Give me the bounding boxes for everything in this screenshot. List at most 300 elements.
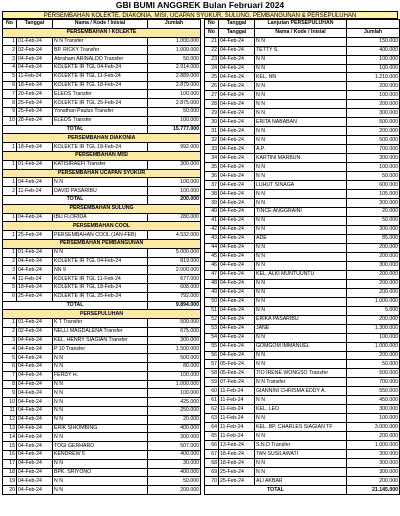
table-row bbox=[3, 90, 201, 99]
row-name: N N bbox=[255, 351, 347, 360]
row-amount: 100.000 bbox=[148, 371, 201, 380]
table-row bbox=[3, 442, 201, 451]
row-number: 10 bbox=[3, 398, 17, 407]
row-date: 04-Feb-24 bbox=[17, 336, 53, 345]
table-row bbox=[205, 208, 400, 217]
row-name: N N bbox=[255, 163, 347, 172]
row-date: 04-Feb-24 bbox=[17, 63, 53, 72]
row-number: 1 bbox=[3, 213, 17, 222]
row-date: 04-Feb-24 bbox=[219, 91, 255, 100]
row-amount: 50.000 bbox=[148, 107, 201, 116]
row-name: Abraham ARINALDO Transfer bbox=[53, 55, 148, 64]
table-row bbox=[205, 100, 400, 109]
row-number: 22 bbox=[205, 46, 219, 55]
row-date: 11-Feb-24 bbox=[219, 432, 255, 441]
table-row bbox=[3, 345, 201, 354]
row-name: N N bbox=[53, 459, 148, 468]
header-blank bbox=[347, 20, 400, 29]
row-name: KATISIRAEFI Transfer bbox=[53, 160, 148, 169]
row-number: 15 bbox=[3, 442, 17, 451]
row-number: 6 bbox=[3, 292, 17, 301]
table-row bbox=[205, 297, 400, 306]
section-header bbox=[3, 169, 201, 178]
row-date: 04-Feb-24 bbox=[219, 190, 255, 199]
row-date: 04-Feb-24 bbox=[219, 252, 255, 261]
table-row bbox=[3, 380, 201, 389]
row-name: KOLEKTE IR TGL 18-Feb-24 bbox=[53, 283, 148, 292]
table-row bbox=[205, 82, 400, 91]
row-name: N N bbox=[255, 190, 347, 199]
row-amount: 1.210.000 bbox=[347, 73, 400, 82]
table-row bbox=[205, 118, 400, 127]
row-name: N N bbox=[255, 100, 347, 109]
row-date: 04-Feb-24 bbox=[219, 109, 255, 118]
table-row bbox=[3, 398, 201, 407]
row-date: 11-Feb-24 bbox=[219, 414, 255, 423]
table-row bbox=[3, 37, 201, 46]
row-amount: 300.000 bbox=[347, 459, 400, 468]
row-amount: 608.000 bbox=[148, 283, 201, 292]
row-number: 6 bbox=[3, 363, 17, 372]
row-amount: 50.000 bbox=[347, 360, 400, 369]
table-row bbox=[3, 46, 201, 55]
row-date: 04-Feb-24 bbox=[219, 324, 255, 333]
row-amount: 200.000 bbox=[347, 279, 400, 288]
table-row bbox=[205, 324, 400, 333]
row-number: 1 bbox=[3, 143, 17, 152]
row-number: 7 bbox=[3, 90, 17, 99]
row-amount: 200.000 bbox=[347, 288, 400, 297]
table-row bbox=[3, 275, 201, 284]
row-amount: 1.500.000 bbox=[148, 345, 201, 354]
row-amount: 200.000 bbox=[347, 315, 400, 324]
table-row bbox=[3, 424, 201, 433]
row-date: 04-Feb-24 bbox=[219, 351, 255, 360]
row-number: 8 bbox=[3, 380, 17, 389]
row-number: 42 bbox=[205, 225, 219, 234]
total-amount: 9.894.000 bbox=[148, 301, 201, 310]
row-amount: 200.000 bbox=[347, 100, 400, 109]
table-row bbox=[205, 333, 400, 342]
row-number: 44 bbox=[205, 243, 219, 252]
row-name: KOLEKTE IR TGL 25-Feb-24 bbox=[53, 99, 148, 108]
row-number: 1 bbox=[3, 37, 17, 46]
table-row bbox=[205, 414, 400, 423]
header-nama: Nama / Kode / Inisial bbox=[255, 28, 347, 37]
row-number: 37 bbox=[205, 181, 219, 190]
row-number: 55 bbox=[205, 342, 219, 351]
table-row bbox=[205, 396, 400, 405]
row-date: 04-Feb-24 bbox=[17, 486, 53, 495]
row-number: 18 bbox=[3, 468, 17, 477]
row-number: 11 bbox=[3, 407, 17, 416]
row-number: 67 bbox=[205, 450, 219, 459]
row-date: 04-Feb-24 bbox=[17, 380, 53, 389]
row-date: 04-Feb-24 bbox=[17, 415, 53, 424]
total-label: TOTAL bbox=[3, 301, 148, 310]
row-date: 04-Feb-24 bbox=[17, 55, 53, 64]
header-no: No bbox=[205, 20, 219, 29]
row-date: 18-Feb-24 bbox=[17, 143, 53, 152]
row-date: 02-Feb-24 bbox=[17, 327, 53, 336]
right-table-body bbox=[205, 37, 400, 494]
row-amount: 507.000 bbox=[148, 442, 201, 451]
row-amount: 4.532.000 bbox=[148, 231, 201, 240]
row-name: KEL. LEO bbox=[255, 405, 347, 414]
row-name: BP. RICKY Transfer bbox=[53, 46, 148, 55]
row-name: TIO IRENE WONGSO Transfer bbox=[255, 369, 347, 378]
row-number: 60 bbox=[205, 387, 219, 396]
row-date: 04-Feb-24 bbox=[219, 64, 255, 73]
row-name: P 10 Transfer bbox=[53, 345, 148, 354]
row-amount: 300.000 bbox=[347, 199, 400, 208]
row-amount: 400.000 bbox=[148, 424, 201, 433]
section-title: PERSEMBAHAN PEMBANGUNAN bbox=[3, 239, 201, 248]
row-amount: 992.000 bbox=[148, 143, 201, 152]
section-title: PERSEPULUHAN bbox=[3, 310, 201, 319]
row-name: FERDY H. bbox=[53, 371, 148, 380]
row-amount: 700.000 bbox=[347, 378, 400, 387]
row-amount: 1.300.000 bbox=[347, 324, 400, 333]
row-name: N N bbox=[53, 380, 148, 389]
row-date: 04-Feb-24 bbox=[219, 199, 255, 208]
row-name: N N bbox=[53, 363, 148, 372]
row-number: 25 bbox=[205, 73, 219, 82]
row-name: N N bbox=[255, 333, 347, 342]
table-row bbox=[3, 354, 201, 363]
row-name: N N bbox=[255, 468, 347, 477]
section-title: PERSEMBAHAN COOL bbox=[3, 222, 201, 231]
row-date: 04-Feb-24 bbox=[17, 433, 53, 442]
row-number: 1 bbox=[3, 231, 17, 240]
row-name: N N bbox=[255, 261, 347, 270]
row-amount: 200.000 bbox=[347, 477, 400, 486]
row-name: ADE bbox=[255, 234, 347, 243]
row-date: 25-Feb-24 bbox=[219, 468, 255, 477]
row-amount: 300.000 bbox=[347, 261, 400, 270]
table-row bbox=[3, 477, 201, 486]
row-amount: 500.000 bbox=[347, 118, 400, 127]
row-date: 01-Feb-24 bbox=[17, 248, 53, 257]
row-date: 04-Feb-24 bbox=[219, 163, 255, 172]
row-date: 04-Feb-24 bbox=[219, 118, 255, 127]
total-row bbox=[205, 486, 400, 495]
row-name: N N Transfer bbox=[53, 37, 148, 46]
row-date: 04-Feb-24 bbox=[219, 225, 255, 234]
row-number: 9 bbox=[3, 389, 17, 398]
table-row bbox=[205, 136, 400, 145]
header-nama: Nama / Kode / Inisial bbox=[53, 20, 148, 29]
row-number: 17 bbox=[3, 459, 17, 468]
row-name: KEL. BP. CHARLES SIAGIAN TF bbox=[255, 423, 347, 432]
row-date: 04-Feb-24 bbox=[219, 46, 255, 55]
total-amount: 21.145.000 bbox=[347, 486, 400, 495]
row-amount: 3.000.000 bbox=[347, 423, 400, 432]
row-name: K T Transfer bbox=[53, 319, 148, 328]
row-number: 69 bbox=[205, 468, 219, 477]
row-name: KOLEKTE IR TGL 04-Feb-24 bbox=[53, 257, 148, 266]
row-date: 04-Feb-24 bbox=[219, 333, 255, 342]
row-date: 04-Feb-24 bbox=[219, 181, 255, 190]
row-name: N N bbox=[255, 279, 347, 288]
row-number: 53 bbox=[205, 324, 219, 333]
row-amount: 2.875.000 bbox=[148, 99, 201, 108]
table-row bbox=[205, 127, 400, 136]
row-number: 4 bbox=[3, 63, 17, 72]
row-number: 29 bbox=[205, 109, 219, 118]
row-date: 11-Feb-24 bbox=[219, 387, 255, 396]
row-name: KENDREW 5 bbox=[53, 451, 148, 460]
row-name: ALI AKBAR bbox=[255, 477, 347, 486]
row-amount: 5.000 bbox=[347, 306, 400, 315]
table-row bbox=[3, 231, 201, 240]
total-label: TOTAL bbox=[3, 125, 148, 134]
row-date: 01-Feb-24 bbox=[17, 37, 53, 46]
row-name: N N bbox=[255, 459, 347, 468]
row-amount: 300.000 bbox=[347, 109, 400, 118]
table-row bbox=[3, 336, 201, 345]
table-row bbox=[205, 225, 400, 234]
row-name: KOLEKTE IR TGL 25-Feb-24 bbox=[53, 292, 148, 301]
table-row bbox=[3, 433, 201, 442]
row-amount: 300.000 bbox=[148, 336, 201, 345]
table-row bbox=[205, 64, 400, 73]
row-amount: 1.000.000 bbox=[347, 441, 400, 450]
row-name: KOLEKTE IR TGL 04-Feb-24 bbox=[53, 63, 148, 72]
row-amount: 300.000 bbox=[347, 405, 400, 414]
table-row bbox=[205, 234, 400, 243]
row-date: 04-Feb-24 bbox=[17, 266, 53, 275]
row-name: KEL. HENRY SIAGIAN Transfer bbox=[53, 336, 148, 345]
row-number: 26 bbox=[205, 82, 219, 91]
table-row bbox=[3, 55, 201, 64]
row-amount: 85.000 bbox=[347, 234, 400, 243]
row-number: 62 bbox=[205, 405, 219, 414]
row-name: N N bbox=[53, 477, 148, 486]
row-date: 11-Feb-24 bbox=[17, 187, 53, 196]
row-number: 36 bbox=[205, 172, 219, 181]
table-row bbox=[205, 55, 400, 64]
table-row bbox=[3, 407, 201, 416]
row-amount: 450.000 bbox=[347, 396, 400, 405]
row-number: 13 bbox=[3, 424, 17, 433]
row-number: 16 bbox=[3, 451, 17, 460]
row-number: 7 bbox=[3, 371, 17, 380]
row-amount: 200.000 bbox=[148, 486, 201, 495]
row-name: KOLEKTE IR TGL 11-Feb-24 bbox=[53, 275, 148, 284]
row-amount: 100.000 bbox=[347, 163, 400, 172]
row-number: 59 bbox=[205, 378, 219, 387]
row-name: Yonathan Paulus Transfer bbox=[53, 107, 148, 116]
row-date: 04-Feb-24 bbox=[17, 354, 53, 363]
table-row bbox=[205, 199, 400, 208]
row-name: KEL. NN bbox=[255, 73, 347, 82]
header-tanggal: Tanggal bbox=[219, 20, 255, 29]
row-name: LUHUT SINAGA bbox=[255, 181, 347, 190]
row-number: 2 bbox=[3, 257, 17, 266]
row-date: 04-Feb-24 bbox=[219, 297, 255, 306]
row-date: 04-Feb-24 bbox=[17, 477, 53, 486]
row-amount: 300.000 bbox=[148, 433, 201, 442]
row-name: N N bbox=[255, 225, 347, 234]
table-row bbox=[205, 37, 400, 46]
row-date: 25-Feb-24 bbox=[17, 99, 53, 108]
row-number: 66 bbox=[205, 441, 219, 450]
row-date: 13-Feb-24 bbox=[219, 441, 255, 450]
row-date: 25-Feb-24 bbox=[219, 477, 255, 486]
table-row bbox=[205, 243, 400, 252]
row-date: 11-Feb-24 bbox=[17, 72, 53, 81]
row-number: 30 bbox=[205, 118, 219, 127]
table-row bbox=[3, 451, 201, 460]
row-name: ERIK SIHOMBING bbox=[53, 424, 148, 433]
row-name: N N bbox=[255, 396, 347, 405]
row-number: 1 bbox=[3, 319, 17, 328]
table-row bbox=[3, 363, 201, 372]
row-date: 04-Feb-24 bbox=[219, 306, 255, 315]
row-name: N N bbox=[255, 297, 347, 306]
table-row bbox=[205, 387, 400, 396]
row-date: 04-Feb-24 bbox=[219, 82, 255, 91]
table-row bbox=[205, 91, 400, 100]
row-date: 04-Feb-24 bbox=[219, 315, 255, 324]
row-number: 48 bbox=[205, 279, 219, 288]
section-title: PERSEMBAHAN SULUNG bbox=[3, 204, 201, 213]
row-name: N N bbox=[255, 172, 347, 181]
section-header bbox=[3, 28, 201, 37]
row-name: N N bbox=[255, 109, 347, 118]
row-date: 05-Feb-24 bbox=[219, 369, 255, 378]
table-row bbox=[3, 143, 201, 152]
table-row bbox=[205, 360, 400, 369]
row-number: 45 bbox=[205, 252, 219, 261]
row-amount: 300.000 bbox=[148, 160, 201, 169]
row-number: 65 bbox=[205, 432, 219, 441]
section-header bbox=[3, 239, 201, 248]
header-no: No bbox=[205, 28, 219, 37]
row-number: 19 bbox=[3, 477, 17, 486]
row-amount: 100.000 bbox=[347, 414, 400, 423]
row-date: 01-Feb-24 bbox=[17, 160, 53, 169]
row-date: 20-Feb-24 bbox=[17, 90, 53, 99]
row-name: N N bbox=[255, 288, 347, 297]
row-name: N N bbox=[53, 389, 148, 398]
row-number: 24 bbox=[205, 64, 219, 73]
row-number: 54 bbox=[205, 333, 219, 342]
row-name: N N bbox=[255, 199, 347, 208]
table-row bbox=[205, 315, 400, 324]
row-number: 38 bbox=[205, 190, 219, 199]
table-row bbox=[3, 81, 201, 90]
row-name: N N bbox=[255, 37, 347, 46]
table-row bbox=[205, 342, 400, 351]
section-header bbox=[3, 134, 201, 143]
row-number: 46 bbox=[205, 261, 219, 270]
row-number: 63 bbox=[205, 414, 219, 423]
section-title: PERSEMBAHAN UCAPAN SYUKUR bbox=[3, 169, 201, 178]
table-row bbox=[3, 319, 201, 328]
row-date: 04-Feb-24 bbox=[17, 363, 53, 372]
row-name: TAN SUSILAWATI bbox=[255, 450, 347, 459]
table-row bbox=[205, 405, 400, 414]
row-amount: 500.000 bbox=[148, 354, 201, 363]
row-amount: 550.000 bbox=[347, 387, 400, 396]
row-date: 11-Feb-24 bbox=[17, 275, 53, 284]
row-amount: 500.000 bbox=[347, 136, 400, 145]
row-amount: 100.000 bbox=[148, 389, 201, 398]
row-number: 23 bbox=[205, 55, 219, 64]
row-number: 41 bbox=[205, 216, 219, 225]
row-date: 04-Feb-24 bbox=[17, 371, 53, 380]
row-name: KOLEKTE IR TGL 18-Feb-24 bbox=[53, 81, 148, 90]
row-name: N N bbox=[255, 55, 347, 64]
row-name: NELLI MAGDALENA Transfer bbox=[53, 327, 148, 336]
row-amount: 200.000 bbox=[347, 243, 400, 252]
row-date: 28-Feb-24 bbox=[17, 116, 53, 125]
table-row bbox=[205, 468, 400, 477]
row-date: 04-Feb-24 bbox=[219, 243, 255, 252]
table-row bbox=[3, 266, 201, 275]
row-amount: 100.000 bbox=[148, 178, 201, 187]
row-date: 01-Feb-24 bbox=[17, 319, 53, 328]
row-amount: 1.000.000 bbox=[347, 342, 400, 351]
table-row bbox=[205, 477, 400, 486]
row-number: 12 bbox=[3, 415, 17, 424]
row-name: N N bbox=[53, 398, 148, 407]
right-table bbox=[204, 19, 400, 495]
table-row bbox=[3, 468, 201, 477]
row-name: GIANNINI CHRISMA EDDY A. bbox=[255, 387, 347, 396]
row-date: 04-Feb-24 bbox=[219, 127, 255, 136]
row-amount: 100.000 bbox=[347, 55, 400, 64]
left-table bbox=[2, 19, 201, 495]
row-amount: 200.000 bbox=[347, 270, 400, 279]
table-row bbox=[3, 415, 201, 424]
total-amount: 200.000 bbox=[148, 195, 201, 204]
row-number: 61 bbox=[205, 396, 219, 405]
row-date: 04-Feb-24 bbox=[17, 213, 53, 222]
row-amount: 1.000.000 bbox=[148, 46, 201, 55]
table-row bbox=[205, 351, 400, 360]
row-date: 04-Feb-24 bbox=[17, 178, 53, 187]
row-name: ERITA NABABAN bbox=[255, 118, 347, 127]
table-row bbox=[3, 63, 201, 72]
row-date: 04-Feb-24 bbox=[219, 37, 255, 46]
row-date: 02-Feb-24 bbox=[17, 46, 53, 55]
row-number: 3 bbox=[3, 55, 17, 64]
table-row bbox=[3, 107, 201, 116]
row-amount: 400.000 bbox=[148, 468, 201, 477]
row-name: ERIKA PASARIBU bbox=[255, 315, 347, 324]
row-date: 25-Feb-24 bbox=[17, 231, 53, 240]
row-number: 56 bbox=[205, 351, 219, 360]
total-row bbox=[3, 125, 201, 134]
row-date: 04-Feb-24 bbox=[17, 424, 53, 433]
row-number: 28 bbox=[205, 100, 219, 109]
header-tanggal: Tanggal bbox=[17, 20, 53, 29]
row-amount: 2.879.000 bbox=[148, 81, 201, 90]
row-amount: 20.000 bbox=[347, 208, 400, 217]
table-row bbox=[205, 252, 400, 261]
row-number: 34 bbox=[205, 154, 219, 163]
section-title: PERSEMBAHAN / KOLEKTE bbox=[3, 28, 201, 37]
row-name: N N bbox=[255, 91, 347, 100]
row-date: 04-Feb-24 bbox=[17, 389, 53, 398]
row-amount: 280.000 bbox=[148, 213, 201, 222]
table-row bbox=[3, 248, 201, 257]
row-number: 2 bbox=[3, 327, 17, 336]
row-amount: 30.000 bbox=[148, 459, 201, 468]
